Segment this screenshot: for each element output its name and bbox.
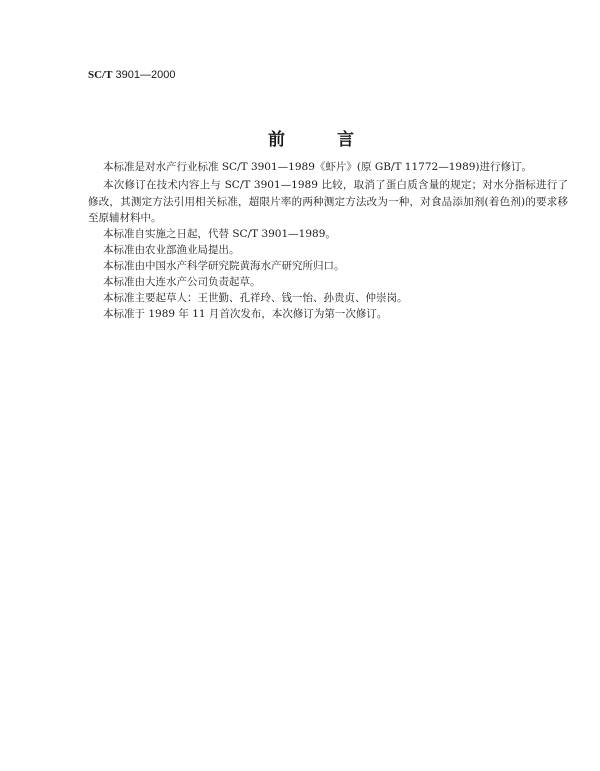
paragraph-line: 本标准由农业部渔业局提出。 [103, 244, 240, 256]
standard-code [88, 68, 175, 82]
standard-code-prefix: SC/T [88, 69, 113, 81]
paragraph-line: 本标准由大连水产公司负责起草。 [103, 276, 261, 288]
standard-code-number: 3901—2000 [112, 69, 176, 81]
paragraph-line: 本标准主要起草人：王世勤、孔祥玲、钱一怡、孙贵贞、仲崇岗。 [103, 292, 408, 304]
paragraph-line: 修改，其测定方法引用相关标准，超限片率的两种测定方法改为一种，对食品添加剂(着色剂)的要求移 [88, 196, 568, 208]
paragraph-line: 本次修订在技术内容上与 SC/T 3901—1989 比较，取消了蛋白质含量的规定；对水分指标进行了 [103, 179, 568, 191]
page-title: 前 言 [268, 130, 360, 150]
paragraph-line: 本标准是对水产行业标准 SC/T 3901—1989《虾片》(原 GB/T 11772—1989)进行修订。 [103, 161, 533, 173]
paragraph-line: 本标准由中国水产科学研究院黄海水产研究所归口。 [103, 260, 345, 272]
paragraph-line: 本标准自实施之日起，代替 SC/T 3901—1989。 [103, 228, 336, 240]
paragraph-line: 至原辅材料中。 [88, 212, 162, 224]
paragraph-line: 本标准于 1989 年 11 月首次发布，本次修订为第一次修订。 [103, 308, 388, 320]
